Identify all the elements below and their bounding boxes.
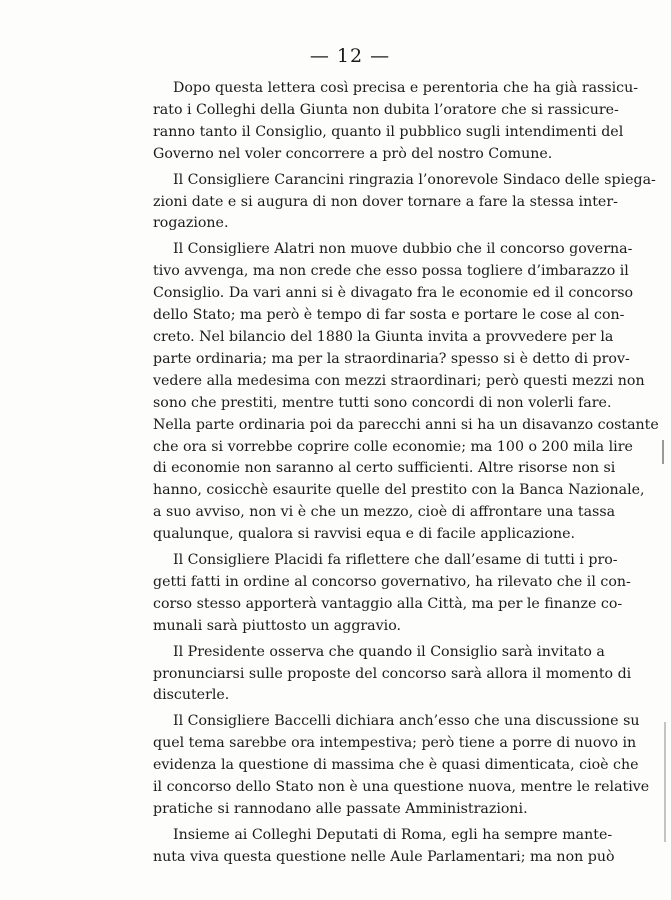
text-line: Il Consigliere Alatri non muove dubbio che il concorso governa- — [173, 241, 633, 258]
paragraph — [153, 170, 656, 236]
text-line: a suo avviso, non vi è che un mezzo, cioè di affrontare una tassa — [153, 504, 616, 521]
text-line: rato i Colleghi della Giunta non dubita l’oratore che si rassicure- — [153, 101, 619, 118]
text-line: Nella parte ordinaria poi da parecchi anni si ha un disavanzo costante — [153, 416, 659, 433]
text-line: parte ordinaria; ma per la straordinaria? spesso si è detto di prov- — [153, 350, 630, 367]
paragraph — [153, 239, 659, 546]
text-line: creto. Nel bilancio del 1880 la Giunta invita a provvedere per la — [153, 328, 614, 345]
text-line: ranno tanto il Consiglio, quanto il pubblico sugli intendimenti del — [153, 123, 624, 140]
text-line: vedere alla medesima con mezzi straordinari; però questi mezzi non — [153, 372, 645, 389]
text-line: pronunciarsi sulle proposte del concorso sarà allora il momento di — [153, 665, 632, 682]
page-number: — 12 — — [309, 45, 391, 67]
text-line: zioni date e si augura di non dover tornare a fare la stessa inter- — [153, 193, 618, 210]
text-line: il concorso dello Stato non è una questione nuova, mentre le relative — [153, 779, 650, 796]
text-line: Il Consigliere Baccelli dichiara anch’esso che una discussione su — [173, 713, 640, 730]
paragraph — [153, 642, 632, 708]
body-text — [153, 78, 659, 869]
text-line: munali sarà piuttosto un aggravio. — [153, 617, 401, 634]
text-line: pratiche si rannodano alle passate Amministrazioni. — [153, 801, 528, 817]
paragraph — [153, 825, 615, 869]
text-line: quel tema sarebbe ora intempestiva; però tiene a porre di nuovo in — [153, 735, 637, 752]
paragraph — [153, 550, 631, 638]
text-line: corso stesso apporterà vantaggio alla Città, ma per le finanze co- — [153, 595, 623, 612]
text-line: qualunque, qualora si ravvisi equa e di facile applicazione. — [153, 526, 576, 543]
text-line: che ora si vorrebbe coprire colle economie; ma 100 o 200 mila lire — [153, 438, 633, 455]
text-line: nuta viva questa questione nelle Aule Parlamentari; ma non può — [153, 848, 615, 865]
text-line: Consiglio. Da vari anni si è divagato fra le economie ed il concorso — [153, 285, 634, 302]
page-edge-mark — [664, 722, 666, 842]
text-line: evidenza la questione di massima che è quasi dimenticata, cioè che — [153, 757, 639, 774]
text-line: tivo avvenga, ma non crede che esso possa togliere d’imbarazzo il — [153, 263, 629, 280]
text-line: hanno, cosicchè esaurite quelle del prestito con la Banca Nazionale, — [153, 482, 645, 499]
paragraph — [153, 711, 650, 821]
page-edge-mark — [662, 440, 664, 464]
text-line: Insieme ai Colleghi Deputati di Roma, egli ha sempre mante- — [173, 826, 613, 843]
text-line: di economie non saranno al certo sufficienti. Altre risorse non si — [153, 460, 616, 477]
text-line: discuterle. — [153, 687, 230, 704]
paragraph — [153, 78, 639, 166]
text-line: Il Presidente osserva che quando il Consiglio sarà invitato a — [173, 643, 605, 660]
text-line: Il Consigliere Placidi fa riflettere che dall’esame di tutti i pro- — [173, 552, 618, 569]
text-line: dello Stato; ma però è tempo di far sosta e portare le cose al con- — [153, 307, 625, 324]
text-line: Dopo questa lettera così precisa e perentoria che ha già rassicu- — [173, 80, 639, 96]
text-line: Governo nel voler concorrere a prò del nostro Comune. — [153, 145, 553, 162]
text-line: sono che prestiti, mentre tutti sono concordi di non volerli fare. — [153, 394, 612, 411]
text-line: Il Consigliere Carancini ringrazia l’onorevole Sindaco delle spiega- — [173, 171, 656, 188]
text-line: rogazione. — [153, 215, 229, 232]
text-line: getti fatti in ordine al concorso governativo, ha rilevato che il con- — [153, 573, 631, 590]
